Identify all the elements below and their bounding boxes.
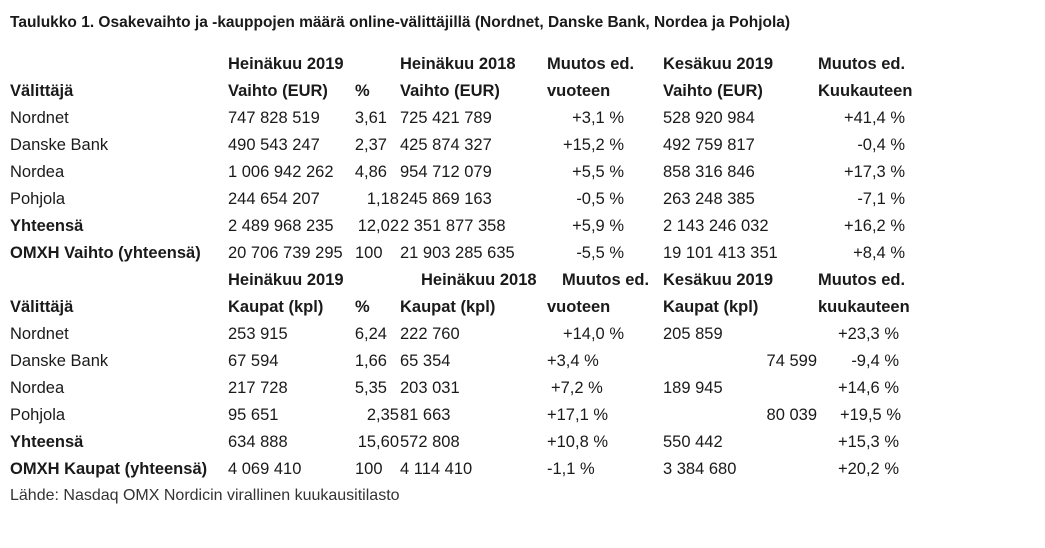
t2-r3-jun: 80 039 (766, 406, 817, 424)
t2-r0-pct: 6,24 (354, 325, 387, 343)
t1-h-v2019: Vaihto (EUR) (228, 82, 328, 100)
t2-h-kjun: Kaupat (kpl) (663, 298, 759, 316)
t1-r1-v2018: 425 874 327 (400, 136, 492, 154)
t1-r5-pct: 100 (355, 244, 383, 262)
table-title (10, 14, 790, 32)
t2-r4-pct: 15,60 (357, 433, 399, 451)
t1-r5-yoy: -5,5 % (576, 244, 624, 262)
t2-r1-pct: 1,66 (354, 352, 387, 370)
t1-r0-jun: 528 920 984 (663, 109, 755, 127)
t1-r4-pct: 12,02 (357, 217, 399, 235)
t2-r2-jun: 189 945 (663, 379, 723, 397)
t2-h-yoy: Muutos ed. (562, 271, 650, 289)
t1-r0-yoy: +3,1 % (572, 109, 624, 127)
t2-h-k2018: Kaupat (kpl) (400, 298, 496, 316)
t2-r5-mom: +20,2 % (837, 460, 899, 478)
t2-r0-k2018: 222 760 (400, 325, 460, 343)
t1-r1-pct: 2,37 (354, 136, 387, 154)
t2-h-pct: % (355, 298, 370, 316)
t1-h-v2018: Vaihto (EUR) (400, 82, 500, 100)
t1-r3-pct: 1,18 (366, 190, 399, 208)
t2-r2-name: Nordea (10, 379, 65, 397)
t2-r4-jun: 550 442 (663, 433, 723, 451)
t2-h-k2019: Kaupat (kpl) (228, 298, 324, 316)
t2-r3-k2019: 95 651 (228, 406, 279, 424)
t2-r3-yoy: +17,1 % (547, 406, 609, 424)
t1-r5-name: OMXH Vaihto (yhteensä) (10, 244, 201, 262)
t1-h-vjun: Vaihto (EUR) (663, 82, 763, 100)
t1-r4-v2019: 2 489 968 235 (228, 217, 334, 235)
t2-r5-k2019: 4 069 410 (228, 460, 302, 478)
t1-r5-v2019: 20 706 739 295 (228, 244, 343, 262)
t1-h-pct: % (355, 82, 370, 100)
t1-r2-v2019: 1 006 942 262 (228, 163, 334, 181)
t2-r2-yoy: +7,2 % (551, 379, 603, 397)
t1-r2-v2018: 954 712 079 (400, 163, 492, 181)
t1-r1-name: Danske Bank (10, 136, 109, 154)
t1-r0-v2018: 725 421 789 (400, 109, 492, 127)
t1-h-mom: Muutos ed. (818, 55, 906, 73)
t1-r5-jun: 19 101 413 351 (663, 244, 778, 262)
t1-h-jun2019: Kesäkuu 2019 (663, 55, 774, 73)
t1-r4-yoy: +5,9 % (572, 217, 624, 235)
t1-r0-v2019: 747 828 519 (228, 109, 320, 127)
t1-r0-mom: +41,4 % (843, 109, 905, 127)
t2-r1-k2019: 67 594 (228, 352, 279, 370)
t2-r3-name: Pohjola (10, 406, 66, 424)
t2-r2-k2019: 217 728 (228, 379, 288, 397)
table-title-text: Taulukko 1. Osakevaihto ja -kauppojen määrä online-välittäjillä (Nordnet, Danske Bank, Nordea ja Pohjola) (10, 14, 791, 31)
t1-r0-name: Nordnet (10, 109, 69, 127)
t1-r3-v2019: 244 654 207 (228, 190, 320, 208)
t1-r5-mom: +8,4 % (853, 244, 905, 262)
t2-r1-name: Danske Bank (10, 352, 109, 370)
t1-r3-mom: -7,1 % (857, 190, 905, 208)
t1-h-jul2018: Heinäkuu 2018 (400, 55, 516, 73)
t2-r5-k2018: 4 114 410 (400, 460, 473, 478)
t2-r1-yoy: +3,4 % (547, 352, 599, 370)
t2-h-yoy2: vuoteen (547, 298, 611, 316)
t2-h-mom2: kuukauteen (818, 298, 910, 316)
t2-r5-yoy: -1,1 % (547, 460, 595, 478)
t2-h-jul2019: Heinäkuu 2019 (228, 271, 344, 289)
t1-r3-v2018: 245 869 163 (400, 190, 492, 208)
t1-r3-yoy: -0,5 % (576, 190, 624, 208)
t2-r2-mom: +14,6 % (837, 379, 899, 397)
t1-r3-name: Pohjola (10, 190, 66, 208)
t2-r5-jun: 3 384 680 (663, 460, 737, 478)
t2-r0-mom: +23,3 % (837, 325, 899, 343)
t2-r2-pct: 5,35 (354, 379, 387, 397)
t2-r0-name: Nordnet (10, 325, 69, 343)
t1-r4-v2018: 2 351 877 358 (400, 217, 506, 235)
t2-r3-pct: 2,35 (366, 406, 399, 424)
source-note: Lähde: Nasdaq OMX Nordicin virallinen kuukausitilasto (10, 487, 400, 504)
t1-r3-jun: 263 248 385 (663, 190, 755, 208)
t2-r5-name: OMXH Kaupat (yhteensä) (10, 460, 208, 478)
t2-r1-jun: 74 599 (766, 352, 817, 370)
t1-r2-jun: 858 316 846 (663, 163, 755, 181)
t1-h-mom2: Kuukauteen (818, 82, 913, 100)
t2-h-jul2018: Heinäkuu 2018 (421, 271, 537, 289)
t2-r1-mom: -9,4 % (851, 352, 899, 370)
t1-r1-jun: 492 759 817 (663, 136, 755, 154)
t1-h-yoy2: vuoteen (547, 82, 611, 100)
t1-r2-mom: +17,3 % (843, 163, 905, 181)
t1-r5-v2018: 21 903 285 635 (400, 244, 515, 262)
t2-r0-jun: 205 859 (663, 325, 723, 343)
t2-r3-mom: +19,5 % (839, 406, 901, 424)
t1-h-broker: Välittäjä (10, 82, 74, 100)
t1-r2-name: Nordea (10, 163, 65, 181)
t1-r1-mom: -0,4 % (857, 136, 905, 154)
t2-r5-pct: 100 (355, 460, 383, 478)
t1-r2-yoy: +5,5 % (572, 163, 624, 181)
t2-r3-k2018: 81 663 (400, 406, 451, 424)
t2-h-mom: Muutos ed. (818, 271, 906, 289)
t2-r4-yoy: +10,8 % (547, 433, 609, 451)
t1-r0-pct: 3,61 (354, 109, 387, 127)
t1-h-jul2019: Heinäkuu 2019 (228, 55, 344, 73)
t1-r2-pct: 4,86 (354, 163, 387, 181)
t2-h-jun2019: Kesäkuu 2019 (663, 271, 774, 289)
t2-h-broker: Välittäjä (10, 298, 74, 316)
t2-r2-k2018: 203 031 (400, 379, 460, 397)
t1-r4-mom: +16,2 % (843, 217, 905, 235)
t2-r1-k2018: 65 354 (400, 352, 451, 370)
t2-r4-name: Yhteensä (10, 433, 84, 451)
t1-r1-yoy: +15,2 % (562, 136, 624, 154)
t2-r0-k2019: 253 915 (228, 325, 288, 343)
t2-r4-mom: +15,3 % (837, 433, 899, 451)
t1-r4-jun: 2 143 246 032 (663, 217, 769, 235)
t1-r4-name: Yhteensä (10, 217, 84, 235)
t2-r0-yoy: +14,0 % (562, 325, 624, 343)
t2-r4-k2018: 572 808 (400, 433, 460, 451)
t1-h-yoy: Muutos ed. (547, 55, 635, 73)
t2-r4-k2019: 634 888 (228, 433, 288, 451)
t1-r1-v2019: 490 543 247 (228, 136, 320, 154)
